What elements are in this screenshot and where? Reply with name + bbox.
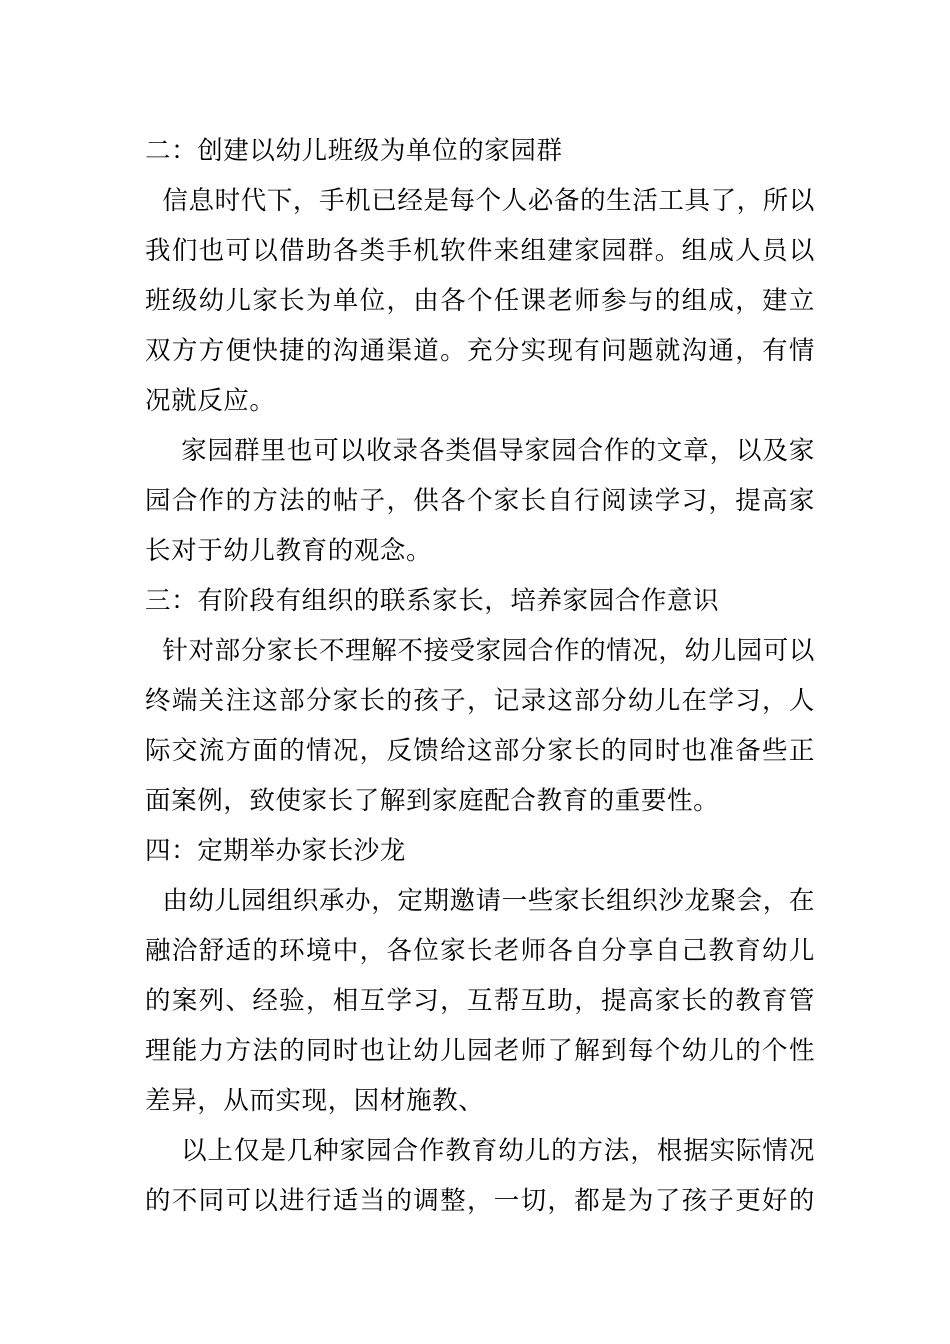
paragraph-line: 以上仅是几种家园合作教育幼儿的方法，根据实际情况 — [145, 1136, 815, 1166]
paragraph-line: 双方方便快捷的沟通渠道。充分实现有问题就沟通，有情 — [145, 336, 815, 366]
heading-section-2: 二：创建以幼儿班级为单位的家园群 — [145, 136, 563, 166]
paragraph-line: 园合作的方法的帖子，供各个家长自行阅读学习，提高家 — [145, 486, 815, 516]
paragraph-line: 的不同可以进行适当的调整，一切，都是为了孩子更好的 — [145, 1186, 815, 1216]
heading-section-4: 四：定期举办家长沙龙 — [145, 836, 407, 866]
paragraph-line: 信息时代下，手机已经是每个人必备的生活工具了，所以 — [145, 186, 815, 216]
heading-section-3: 三：有阶段有组织的联系家长，培养家园合作意识 — [145, 586, 720, 616]
paragraph-line: 面案例，致使家长了解到家庭配合教育的重要性。 — [145, 786, 720, 816]
paragraph-line: 的案列、经验，相互学习，互帮互助，提高家长的教育管 — [145, 986, 815, 1016]
paragraph-line: 我们也可以借助各类手机软件来组建家园群。组成人员以 — [145, 236, 815, 266]
paragraph-line: 差异，从而实现，因材施教、 — [145, 1086, 485, 1116]
paragraph-line: 长对于幼儿教育的观念。 — [145, 536, 433, 566]
paragraph-line: 际交流方面的情况，反馈给这部分家长的同时也准备些正 — [145, 736, 815, 766]
paragraph-line: 理能力方法的同时也让幼儿园老师了解到每个幼儿的个性 — [145, 1036, 815, 1066]
paragraph-line: 针对部分家长不理解不接受家园合作的情况，幼儿园可以 — [145, 636, 815, 666]
paragraph-line: 家园群里也可以收录各类倡导家园合作的文章，以及家 — [145, 436, 815, 466]
paragraph-line: 融洽舒适的环境中，各位家长老师各自分享自己教育幼儿 — [145, 936, 815, 966]
paragraph-line: 班级幼儿家长为单位，由各个任课老师参与的组成，建立 — [145, 286, 815, 316]
paragraph-line: 况就反应。 — [145, 386, 276, 416]
paragraph-line: 由幼儿园组织承办，定期邀请一些家长组织沙龙聚会，在 — [145, 886, 815, 916]
paragraph-line: 终端关注这部分家长的孩子，记录这部分幼儿在学习，人 — [145, 686, 815, 716]
